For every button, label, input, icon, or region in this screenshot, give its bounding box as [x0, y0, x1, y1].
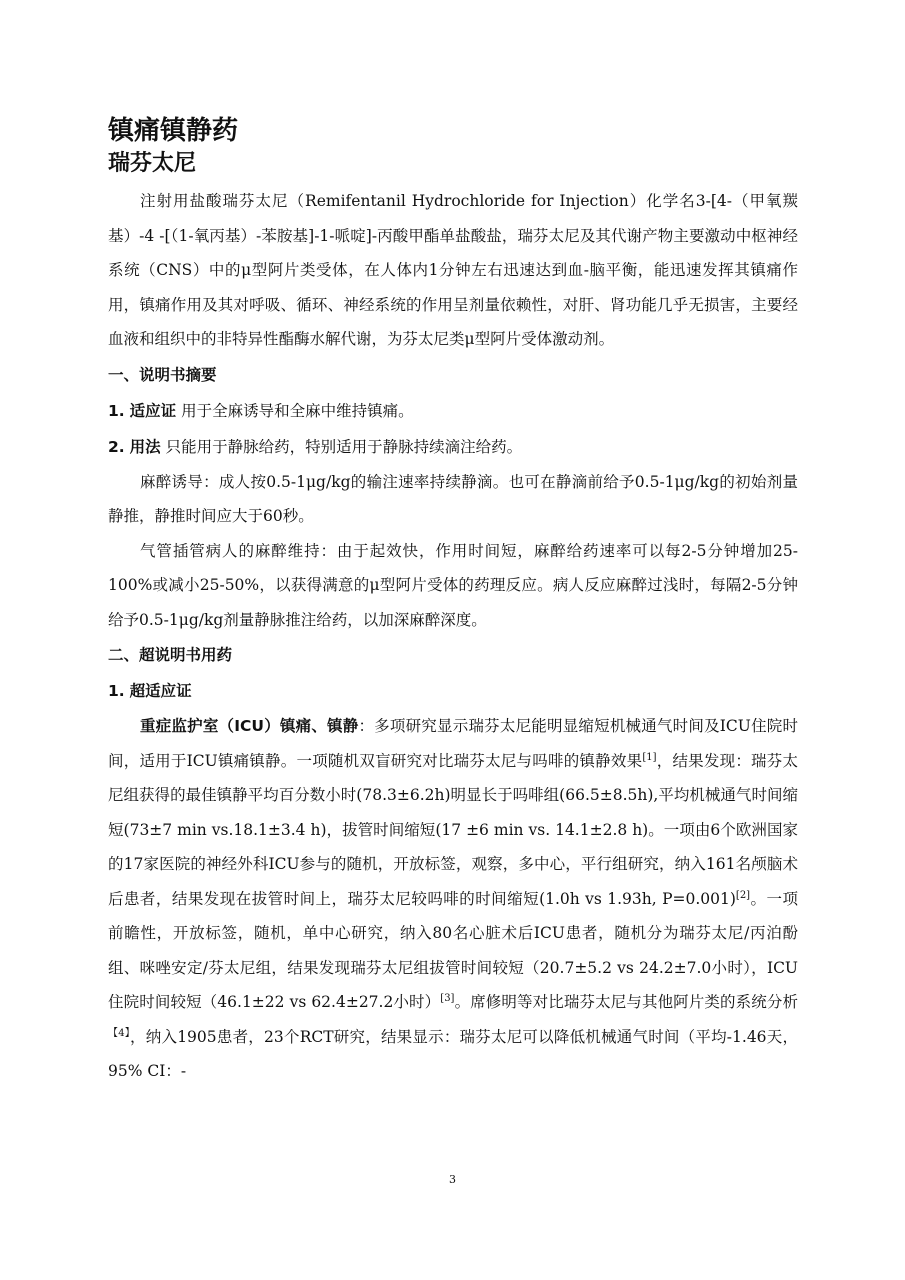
usage-text: 只能用于静脉给药，特别适用于静脉持续滴注给药。 — [160, 437, 523, 456]
icu-text-4: 。席修明等对比瑞芬太尼与其他阿片类的系统分析 — [454, 993, 798, 1011]
indication-label: 适应证 — [129, 401, 177, 420]
maintenance-paragraph: 气管插管病人的麻醉维持：由于起效快，作用时间短，麻醉给药速率可以每2-5分钟增加25-100%或减小25-50%，以获得满意的μ型阿片受体的药理反应。病人反应麻醉过浅时，每隔2-5分钟给予0.5-1μg/kg剂量静脉推注给药，以加深麻醉深度。 — [108, 541, 798, 629]
icu-label: 重症监护室（ICU）镇痛、镇静 — [140, 717, 359, 735]
icu-text-3: 。一项前瞻性，开放标签，随机，单中心研究，纳入80名心脏术后ICU患者，随机分为瑞芬太尼/丙泊酚组、咪唑安定/芬太尼组，结果发现瑞芬太尼组拔管时间较短（20.7±5.2 vs 24.2±7.0小时），ICU住院时间较短（46.1±22 vs 62.4±27.2小时） — [108, 889, 798, 1011]
page-title: 镇痛镇静药 — [108, 116, 239, 146]
section-heading-off-label: 二、超说明书用药 — [108, 646, 233, 664]
page-number: 3 — [449, 1173, 456, 1186]
icu-text-1: ：多项研究显示瑞芬太尼能明显缩短机械通气时间及ICU住院时间，适用于ICU镇痛镇静。一项随机双盲研究对比瑞芬太尼与吗啡的镇静效果 — [108, 717, 798, 770]
indication-item — [108, 393, 798, 429]
section-heading-summary: 一、说明书摘要 — [108, 365, 217, 384]
indication-text: 用于全麻诱导和全麻中维持镇痛。 — [176, 401, 414, 420]
icu-text-2: ，结果发现：瑞芬太尼组获得的最佳镇静平均百分数小时(78.3±6.2h)明显长于吗啡组(66.5±8.5h),平均机械通气时间缩短(73±7 min vs.18.1±3.4 h)，拔管时间缩短(17 ±6 min vs. 14.1±2.8 h)。一项由6个欧洲国家的17家医院的神经外科ICU参与的随机，开放标签，观察，多中心，平行组研究，纳入161名颅脑术后患者，结果发现在拔管时间上，瑞芬太尼较吗啡的时间缩短(1.0h vs 1.93h, P=0.001) — [108, 751, 798, 908]
citation-4: 【4】 — [108, 1027, 131, 1039]
usage-item — [108, 429, 798, 465]
icu-paragraph — [108, 709, 798, 1089]
induction-paragraph: 麻醉诱导：成人按0.5-1μg/kg的输注速率持续静滴。也可在静滴前给予0.5-1μg/kg的初始剂量静推，静推时间应大于60秒。 — [108, 472, 798, 525]
citation-3: [3] — [440, 992, 455, 1004]
indication-number: 1. — [108, 401, 125, 420]
intro-paragraph: 注射用盐酸瑞芬太尼（Remifentanil Hydrochloride for Injection）化学名3-[4-（甲氧羰基）-4 -[（1-氧丙基）-苯胺基]-1-哌啶]-丙酸甲酯单盐酸盐，瑞芬太尼及其代谢产物主要激动中枢神经系统（CNS）中的μ型阿片类受体，在人体内1分钟左右迅速达到血-脑平衡，能迅速发挥其镇痛作用，镇痛作用及其对呼吸、循环、神经系统的作用呈剂量依赖性，对肝、肾功能几乎无损害，主要经血液和组织中的非特异性酯酶水解代谢，为芬太尼类μ型阿片受体激动剂。 — [108, 192, 798, 348]
drug-name-heading: 瑞芬太尼 — [108, 151, 197, 176]
document-page — [108, 114, 798, 1089]
usage-number: 2. — [108, 437, 125, 456]
usage-label: 用法 — [129, 437, 161, 456]
citation-2: [2] — [735, 889, 751, 901]
off-label-indication-item — [108, 673, 798, 709]
citation-1: [1] — [642, 751, 657, 763]
off-label-label: 超适应证 — [129, 682, 192, 700]
off-label-number: 1. — [108, 682, 125, 700]
icu-text-5: ，纳入1905患者，23个RCT研究，结果显示：瑞芬太尼可以降低机械通气时间（平均-1.46天，95% CI：- — [108, 1027, 798, 1080]
